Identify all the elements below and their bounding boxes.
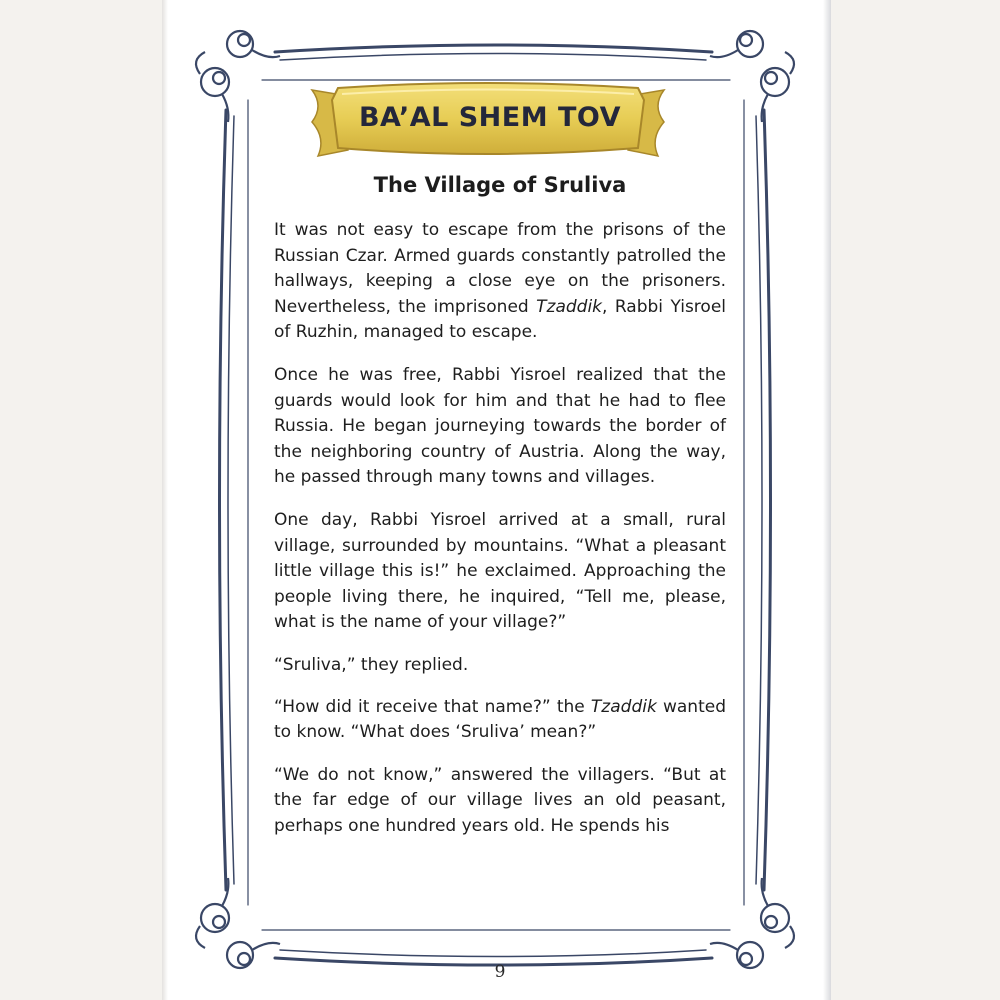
paragraph-5-part-b: wanted to know. “What does ‘Sruliva’ mean?” — [274, 696, 726, 743]
banner-title: BA’AL SHEM TOV — [358, 102, 622, 133]
paragraph-4: “Sruliva,” they replied. — [274, 654, 469, 675]
paragraph-5-part-a: “How did it receive that name?” the — [274, 696, 591, 717]
page-number: 9 — [494, 962, 506, 982]
tzaddik-italic: Tzaddik — [590, 696, 657, 717]
paragraph-3: One day, Rabbi Yisroel arrived at a small, rural village, surrounded by mountains. “What a pleasant little village this is!” he exclaimed. Approaching the people living there, he inquired, “Tell me, please, what is the name of your village?” — [274, 509, 726, 633]
paragraph-1 — [274, 218, 726, 346]
corner-scroll-top-left — [196, 31, 280, 122]
paragraph-1-part-a: It was not easy to escape from the prisons of the Russian Czar. Armed guards constantly patrolled the hallways, keeping a close eye on the prisoners. Nevertheless, the imprisoned — [274, 220, 726, 317]
tzaddik-italic: Tzaddik — [536, 296, 603, 317]
corner-scroll-bottom-right — [710, 878, 794, 968]
paragraph-1-part-b: , Rabbi Yisroel of Ruzhin, managed to escape. — [274, 296, 726, 343]
corner-scroll-bottom-left — [196, 878, 280, 968]
paragraph-2: Once he was free, Rabbi Yisroel realized that the guards would look for him and that he had to flee Russia. He began journeying towards the border of the neighboring country of Austria. Along the way, he passed through many towns and villages. — [274, 364, 726, 488]
story-title: The Village of Sruliva — [373, 173, 627, 197]
story-body — [274, 218, 726, 856]
corner-scroll-top-right — [710, 31, 794, 122]
paragraph-6: “We do not know,” answered the villagers. “But at the far edge of our village lives an old peasant, perhaps one hundred years old. He spends his — [274, 764, 726, 836]
paragraph-5 — [274, 695, 726, 746]
